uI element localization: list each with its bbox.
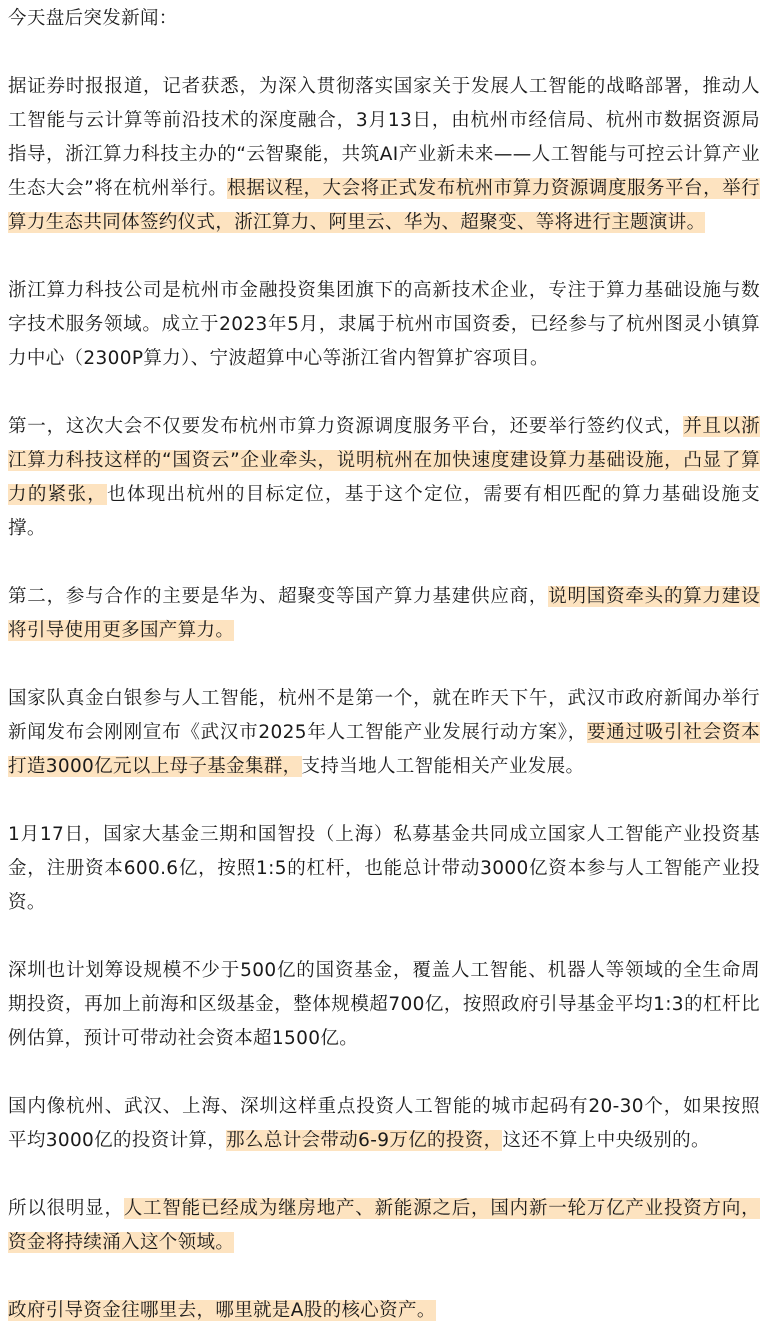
paragraph-9-text: 所以很明显， bbox=[8, 1198, 124, 1219]
paragraph-8-text-end: 这还不算上中央级别的。 bbox=[502, 1130, 710, 1151]
paragraph-7 bbox=[8, 954, 760, 1056]
paragraph-4 bbox=[8, 580, 760, 648]
paragraph-1-highlight: 根据议程，大会将正式发布杭州市算力资源调度服务平台，举行算力生态共同体签约仪式，浙江算力、阿里云、华为、超聚变、等将进行主题演讲。 bbox=[8, 178, 760, 233]
paragraph-8-highlight: 那么总计会带动6-9万亿的投资， bbox=[226, 1130, 503, 1151]
paragraph-9-highlight: 人工智能已经成为继房地产、新能源之后，国内新一轮万亿产业投资方向，资金将持续涌入这个领域。 bbox=[8, 1198, 760, 1253]
paragraph-2-text: 浙江算力科技公司是杭州市金融投资集团旗下的高新技术企业，专注于算力基础设施与数字技术服务领域。成立于2023年5月，隶属于杭州市国资委，已经参与了杭州图灵小镇算力中心（2300P算力）、宁波超算中心等浙江省内智算扩容项目。 bbox=[8, 280, 760, 369]
paragraph-10 bbox=[8, 1294, 760, 1328]
paragraph-1 bbox=[8, 70, 760, 240]
paragraph-3-highlight: 并且以浙江算力科技这样的“国资云”企业牵头，说明杭州在加快速度建设算力基础设施，凸显了算力的紧张， bbox=[8, 416, 760, 505]
paragraph-8 bbox=[8, 1090, 760, 1158]
paragraph-9 bbox=[8, 1192, 760, 1260]
paragraph-5 bbox=[8, 682, 760, 784]
article-title: 今天盘后突发新闻： bbox=[8, 8, 178, 29]
paragraph-8-text: 国内像杭州、武汉、上海、深圳这样重点投资人工智能的城市起码有20-30个，如果按照平均3000亿的投资计算， bbox=[8, 1096, 760, 1151]
article-body bbox=[8, 0, 760, 1328]
paragraph-5-text: 国家队真金白银参与人工智能，杭州不是第一个，就在昨天下午，武汉市政府新闻办举行新闻发布会刚刚宣布《武汉市2025年人工智能产业发展行动方案》， bbox=[8, 688, 760, 743]
paragraph-4-highlight: 说明国资牵头的算力建设将引导使用更多国产算力。 bbox=[8, 586, 760, 641]
paragraph-1-text: 据证券时报报道，记者获悉，为深入贯彻落实国家关于发展人工智能的战略部署，推动人工智能与云计算等前沿技术的深度融合，3月13日，由杭州市经信局、杭州市数据资源局指导，浙江算力科技主办的“云智聚能，共筑AI产业新未来——人工智能与可控云计算产业生态大会”将在杭州举行。 bbox=[8, 76, 760, 199]
paragraph-4-text: 第二，参与合作的主要是华为、超聚变等国产算力基建供应商， bbox=[8, 586, 549, 607]
paragraph-3-text-end: 也体现出杭州的目标定位，基于这个定位，需要有相匹配的算力基础设施支撑。 bbox=[8, 484, 760, 539]
paragraph-6 bbox=[8, 818, 760, 920]
paragraph-10-highlight: 政府引导资金往哪里去，哪里就是A股的核心资产。 bbox=[8, 1300, 436, 1321]
paragraph-3-text: 第一，这次大会不仅要发布杭州市算力资源调度服务平台，还要举行签约仪式， bbox=[8, 416, 684, 437]
paragraph-5-text-end: 支持当地人工智能相关产业发展。 bbox=[301, 756, 585, 777]
paragraph-5-highlight: 要通过吸引社会资本打造3000亿元以上母子基金集群， bbox=[8, 722, 760, 777]
paragraph-7-text: 深圳也计划筹设规模不少于500亿的国资基金，覆盖人工智能、机器人等领域的全生命周期投资，再加上前海和区级基金，整体规模超700亿，按照政府引导基金平均1:3的杠杆比例估算，预计可带动社会资本超1500亿。 bbox=[8, 960, 760, 1049]
paragraph-3 bbox=[8, 410, 760, 546]
paragraph-2 bbox=[8, 274, 760, 376]
paragraph-6-text: 1月17日，国家大基金三期和国智投（上海）私募基金共同成立国家人工智能产业投资基金，注册资本600.6亿，按照1:5的杠杆，也能总计带动3000亿资本参与人工智能产业投资。 bbox=[8, 824, 760, 913]
